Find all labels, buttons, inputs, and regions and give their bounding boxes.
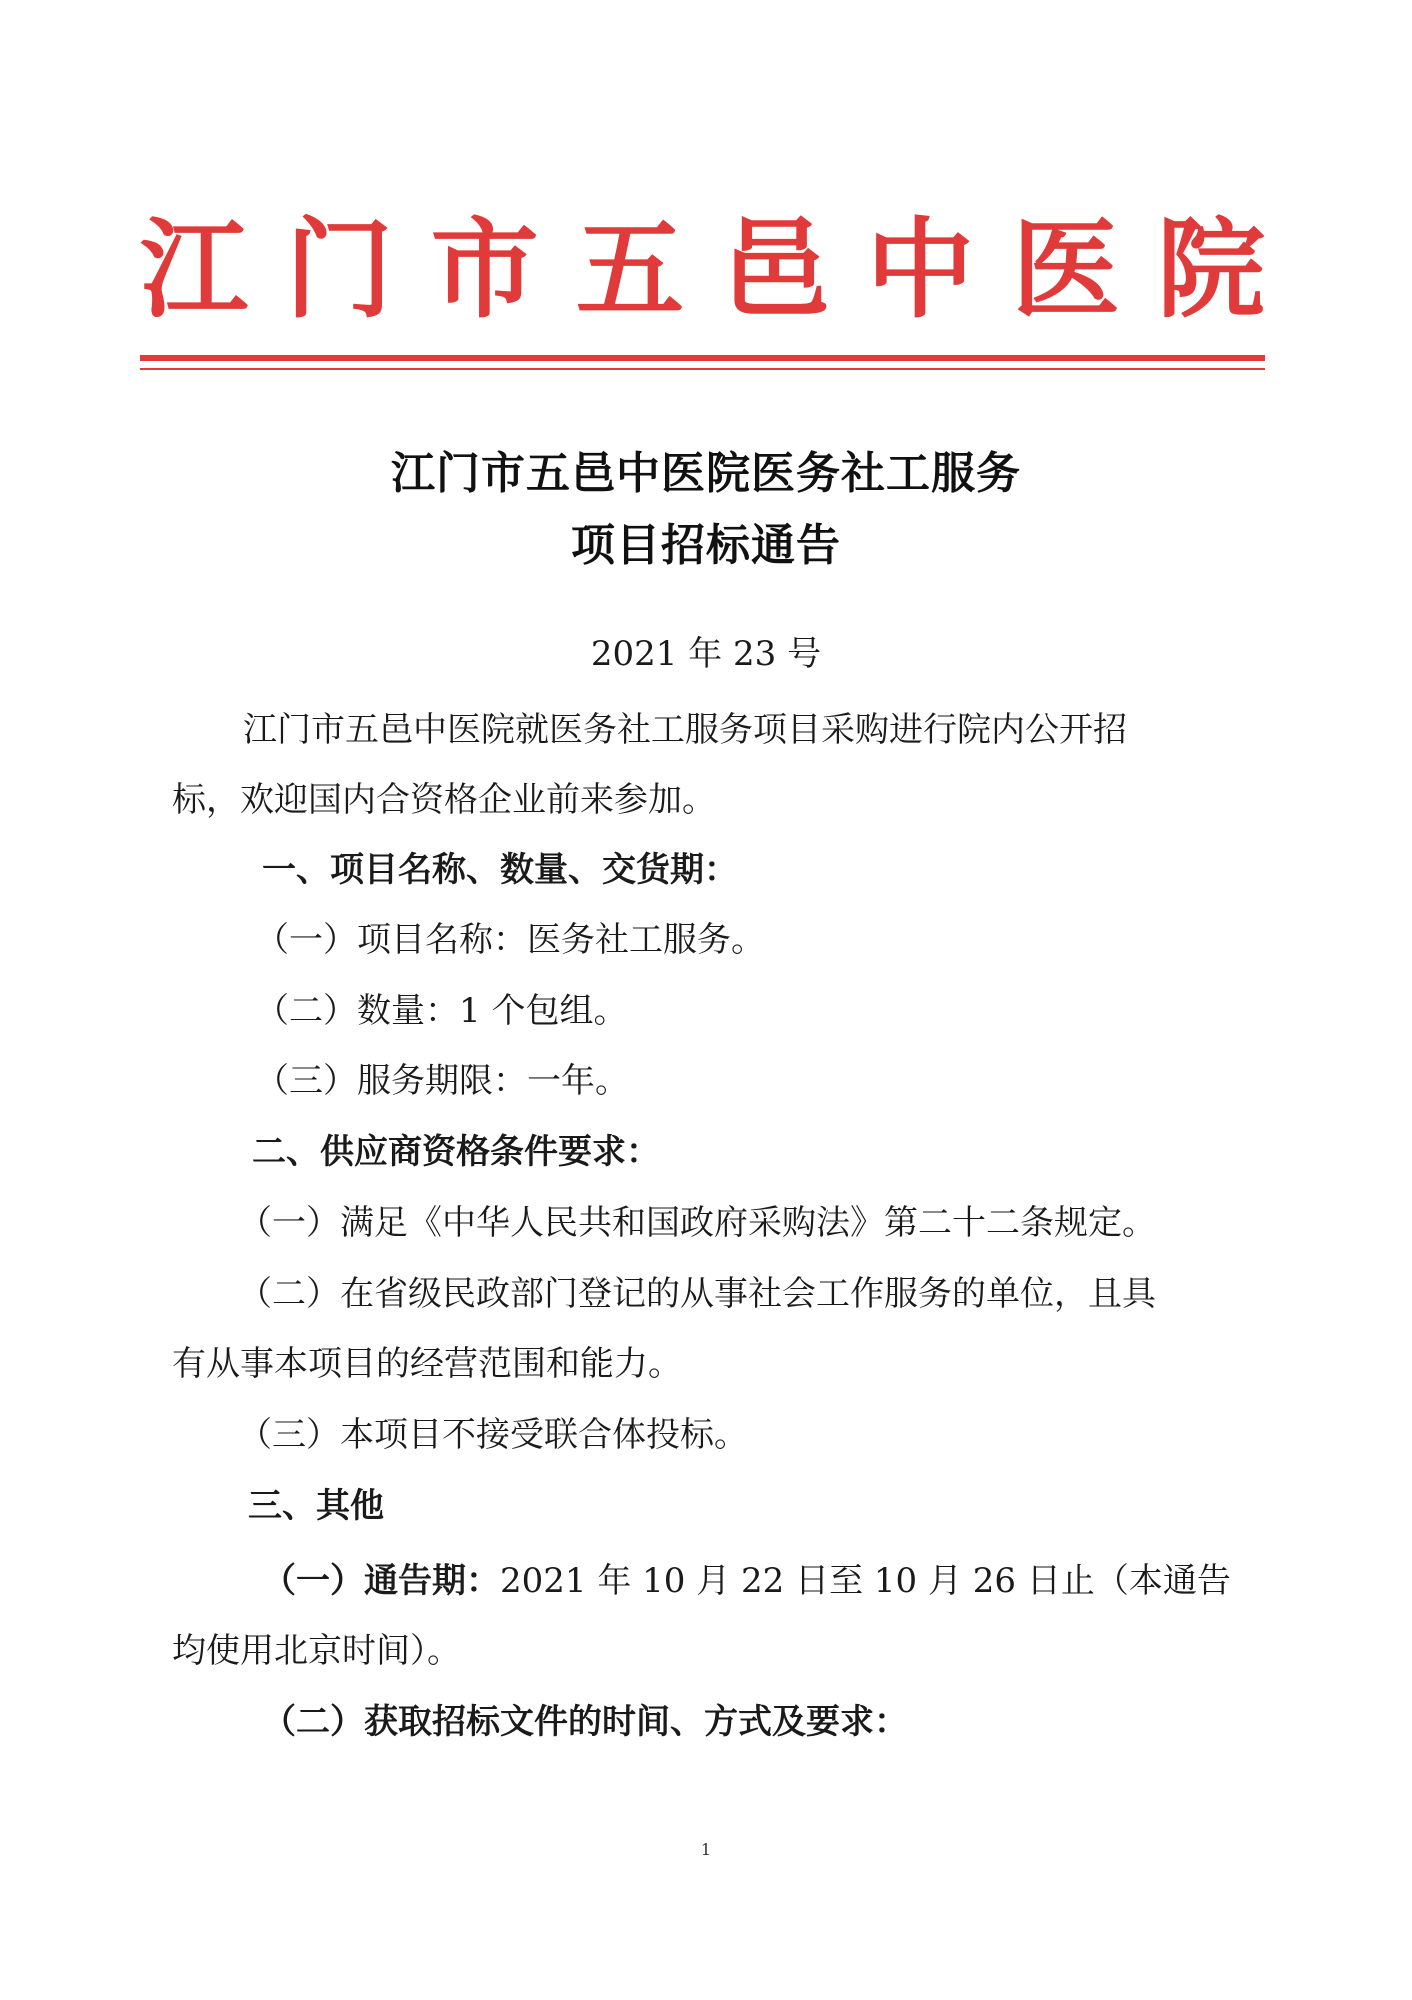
notice-title-line2: 项目招标通告 (571, 520, 841, 571)
letterhead-char: 江 (140, 207, 249, 333)
page-number: 1 (700, 1840, 712, 1859)
letterhead-char: 五 (575, 207, 684, 333)
section2-heading: 二、供应商资格条件要求： (252, 1132, 660, 1172)
letterhead-char: 门 (285, 207, 394, 333)
section2-item2-line1: （二）在省级民政部门登记的从事社会工作服务的单位，且具 (238, 1274, 1156, 1314)
letterhead-title (140, 200, 1265, 340)
letterhead-rule-thick (140, 355, 1265, 361)
section3-item2: （二）获取招标文件的时间、方式及要求： (262, 1702, 908, 1742)
letterhead-rule-thin (140, 368, 1265, 370)
section1-item2: （二）数量：1 个包组。 (255, 991, 628, 1031)
section2-item2-line2: 有从事本项目的经营范围和能力。 (172, 1344, 682, 1384)
document-number: 2021 年 23 号 (590, 634, 822, 674)
intro-line1: 江门市五邑中医院就医务社工服务项目采购进行院内公开招 (243, 710, 1127, 750)
notice-title-line1: 江门市五邑中医院医务社工服务 (391, 448, 1021, 499)
letterhead-char: 邑 (721, 207, 830, 333)
section1-heading: 一、项目名称、数量、交货期： (262, 850, 738, 890)
section3-item1-line2: 均使用北京时间）。 (172, 1631, 461, 1671)
section3-item1-label: （一）通告期： (262, 1561, 500, 1601)
letterhead-char: 中 (866, 207, 975, 333)
letterhead-char: 市 (430, 207, 539, 333)
section2-item1: （一）满足《中华人民共和国政府采购法》第二十二条规定。 (238, 1203, 1156, 1243)
section1-item1: （一）项目名称：医务社工服务。 (255, 920, 765, 960)
section2-item3: （三）本项目不接受联合体投标。 (238, 1415, 748, 1455)
section1-item3: （三）服务期限：一年。 (255, 1061, 629, 1101)
intro-line2: 标，欢迎国内合资格企业前来参加。 (172, 780, 716, 820)
section3-heading: 三、其他 (248, 1486, 384, 1526)
section3-item1 (262, 1561, 1231, 1601)
letterhead-char: 院 (1156, 207, 1265, 333)
letterhead-char: 医 (1011, 207, 1120, 333)
section3-item1-text: 2021 年 10 月 22 日至 10 月 26 日止（本通告 (500, 1561, 1231, 1601)
